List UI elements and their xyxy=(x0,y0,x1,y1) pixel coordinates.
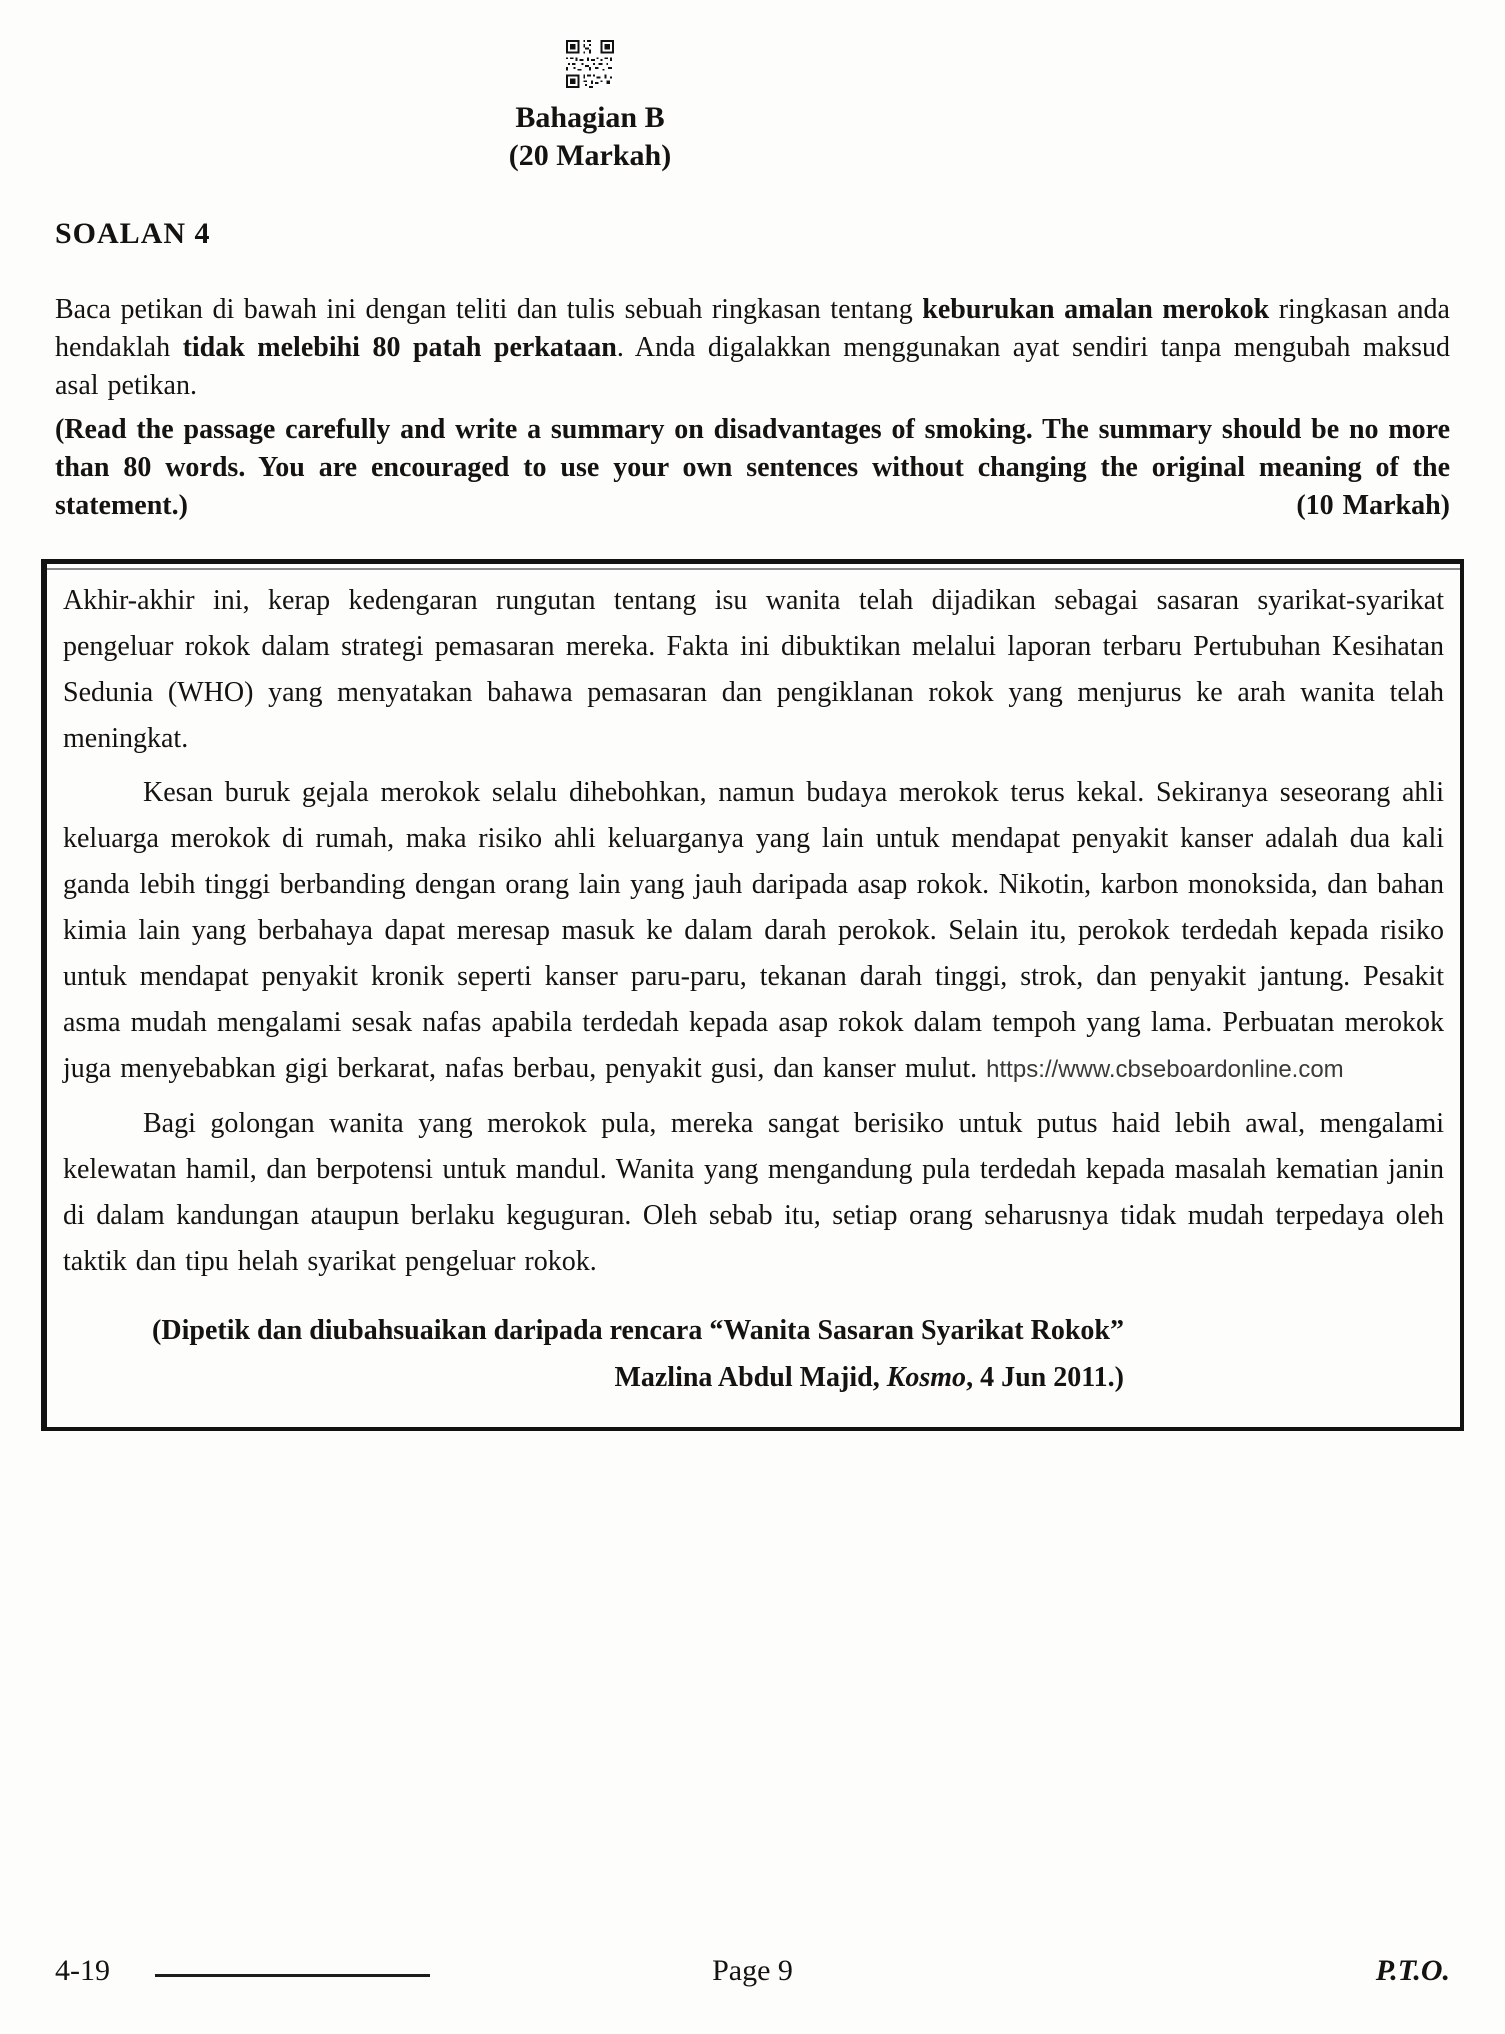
attribution xyxy=(63,1307,1444,1401)
page-header xyxy=(55,40,1125,175)
instr-malay-bold-topic: keburukan amalan merokok xyxy=(922,294,1270,325)
passage-paragraph-2 xyxy=(63,770,1444,1093)
pto-label: P.T.O. xyxy=(1375,1954,1450,1987)
passage-paragraph-2-text: Kesan buruk gejala merokok selalu dihebohkan, namun budaya merokok terus kekal. Sekiranya seseorang ahli keluarga merokok di rumah, maka risiko ahli keluarganya yang lain untuk mendapat penyakit kanser adalah dua kali ganda lebih tinggi berbanding dengan orang lain yang jauh daripada asap rokok. Nikotin, karbon monoksida, dan bahan kimia lain yang berbahaya dapat meresap masuk ke dalam darah perokok. Selain itu, perokok terdedah kepada risiko untuk mendapat penyakit kronik seperti kanser paru-paru, tekanan darah tinggi, strok, dan penyakit jantung. Pesakit asma mudah mengalami sesak nafas apabila terdedah kepada asap rokok dalam tempoh yang lama. Perbuatan merokok juga menyebabkan gigi berkarat, nafas berbau, penyakit gusi, dan kanser mulut. xyxy=(63,777,1444,1084)
instr-english-text: (Read the passage carefully and write a summary on disadvantages of smoking. The summary should be no more than 80 words. You are encouraged to use your own sentences without changing the original meaning of the statement.) xyxy=(55,414,1450,521)
paper-code: 4-19 xyxy=(55,1954,110,1987)
instr-malay-text-1: Baca petikan di bawah ini dengan teliti dan tulis sebuah ringkasan tentang xyxy=(55,294,923,325)
question-title: SOALAN 4 xyxy=(55,217,211,250)
section-marks: (20 Markah) xyxy=(508,139,672,172)
watermark-url: https://www.cbseboardonline.com xyxy=(986,1056,1344,1083)
passage-paragraph-1: Akhir-akhir ini, kerap kedengaran rungutan tentang isu wanita telah dijadikan sebagai sasaran syarikat-syarikat pengeluar rokok dalam strategi pemasaran mereka. Fakta ini dibuktikan melalui laporan terbaru Pertubuhan Kesihatan Sedunia (WHO) yang menyatakan bahawa pemasaran dan pengiklanan rokok yang menjurus ke arah wanita telah meningkat. xyxy=(63,585,1444,754)
attribution-text-1: (Dipetik dan diubahsuaikan daripada rencara “Wanita Sasaran Syarikat Rokok” Mazlina Abdul Majid, xyxy=(152,1315,1124,1393)
page-footer xyxy=(55,1954,1450,1996)
instructions-malay xyxy=(55,291,1450,405)
page-number: Page 9 xyxy=(712,1954,793,1987)
qr-code-icon xyxy=(566,40,614,93)
instr-malay-text-2: ringkasan anda hendaklah xyxy=(55,294,1450,363)
instr-malay-bold-limit: tidak melebihi 80 patah perkataan xyxy=(182,332,617,363)
attribution-source-italic: Kosmo xyxy=(886,1362,967,1393)
section-title: Bahagian B xyxy=(515,101,665,134)
passage-box xyxy=(41,559,1464,1431)
passage-paragraph-3: Bagi golongan wanita yang merokok pula, mereka sangat berisiko untuk putus haid lebih awal, mengalami kelewatan hamil, dan berpotensi untuk mandul. Wanita yang mengandung pula terdedah kepada masalah kematian janin di dalam kandungan ataupun berlaku keguguran. Oleh sebab itu, setiap orang seharusnya tidak mudah terpedaya oleh taktik dan tipu helah syarikat pengeluar rokok. xyxy=(63,1108,1444,1277)
footer-rule xyxy=(155,1974,430,1977)
question-marks: (10 Markah) xyxy=(1296,490,1450,521)
instructions-english xyxy=(55,411,1450,525)
attribution-text-2: , 4 Jun 2011.) xyxy=(966,1362,1124,1393)
instr-malay-text-3: . Anda digalakkan menggunakan ayat sendiri tanpa mengubah maksud asal petikan. xyxy=(55,332,1451,401)
